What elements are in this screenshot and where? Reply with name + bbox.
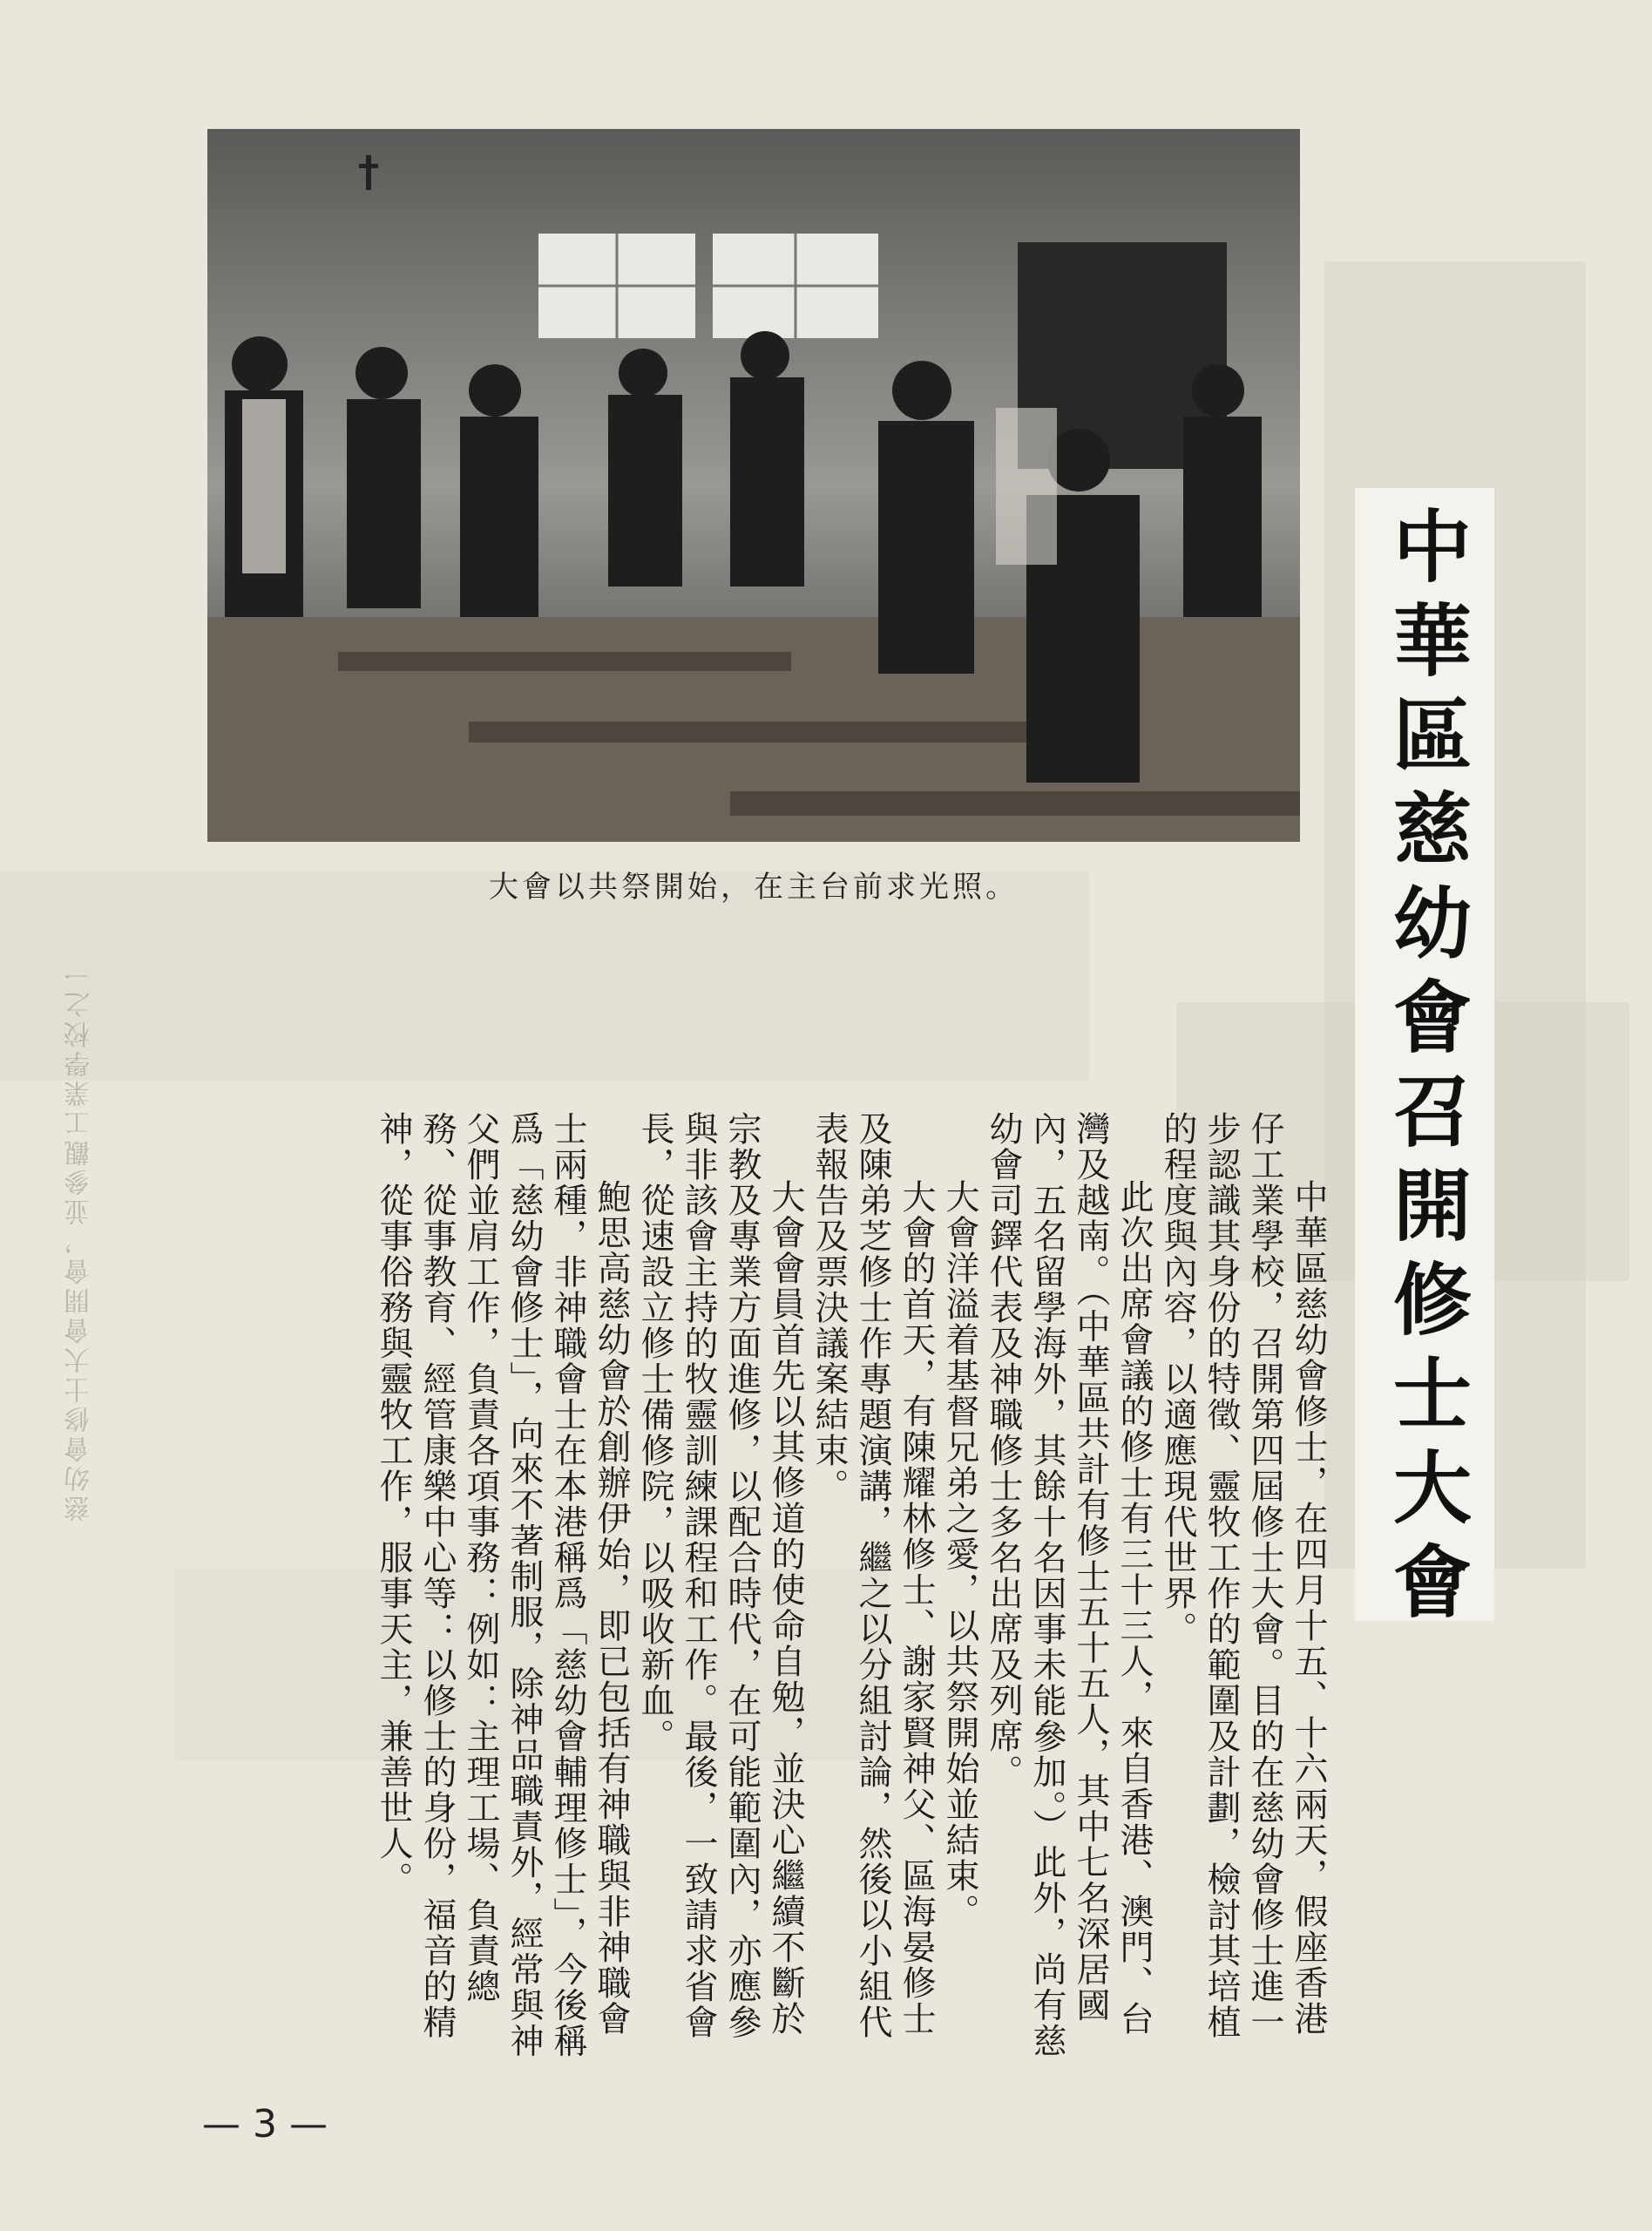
article-body — [371, 1111, 1330, 2070]
group-photo — [207, 129, 1300, 842]
article-title: 中華區慈幼會召開修士大會 — [1379, 505, 1471, 1635]
paragraph: 大會會員首先以其修道的使命自勉，並決心繼續不斷於宗教及專業方面進修，以配合時代，在可能範圍內，亦應參與非該會主持的牧靈訓練課程和工作。最後，一致請求省會長，從速設立修士備修院，以吸收新血。 — [635, 1111, 805, 2040]
paragraph: 中華區慈幼會修士，在四月十五、十六兩天，假座香港仔工業學校，召開第四屆修士大會。目的在慈幼會修士進一步認識其身份的特徵、靈牧工作的範圍及計劃，檢討其培植的程度與內容，以適應現代世界。 — [1158, 1111, 1328, 2040]
spine-text: 慈幼會修士大會開會，並參觀工業學校之一 — [64, 959, 95, 1522]
paragraph: 大會的首天，有陳耀林修士、謝家賢神父、區海晏修士及陳弟芝修士作專題演講，繼之以分組討論，然後以小組代表報告及票決議案結束。 — [809, 1111, 936, 2040]
photo-illustration-icon — [207, 129, 1300, 842]
paragraph: 此次出席會議的修士有三十三人，來自香港、澳門、台灣及越南。（中華區共計有修士五十五人，其中七名深居國內，五名留學海外，其餘十名因事未能參加。）此外，尚有慈幼會司鐸代表及神職修士多名出席及列席。 — [984, 1111, 1154, 2059]
paragraph: 大會洋溢着基督兄弟之愛，以共祭開始並結束。 — [940, 1179, 979, 1929]
page-number: — 3 — — [202, 2102, 328, 2146]
photo-caption: 大會以共祭開始，在主台前求光照。 — [489, 870, 1019, 905]
paragraph: 鮑思高慈幼會於創辦伊始，即已包括有神職與非神職會士兩種，非神職會士在本港稱爲「慈幼會輔理修士」，今後稱爲「慈幼會修士」，向來不著制服，除神品職責外，經常與神父們並肩工作，負責各項事務：例如：主理工場、負責總務、從事教育、經管康樂中心等：以修士的身份，福音的精神，從事俗務與靈牧工作，服事天主，兼善世人。 — [374, 1111, 631, 2059]
